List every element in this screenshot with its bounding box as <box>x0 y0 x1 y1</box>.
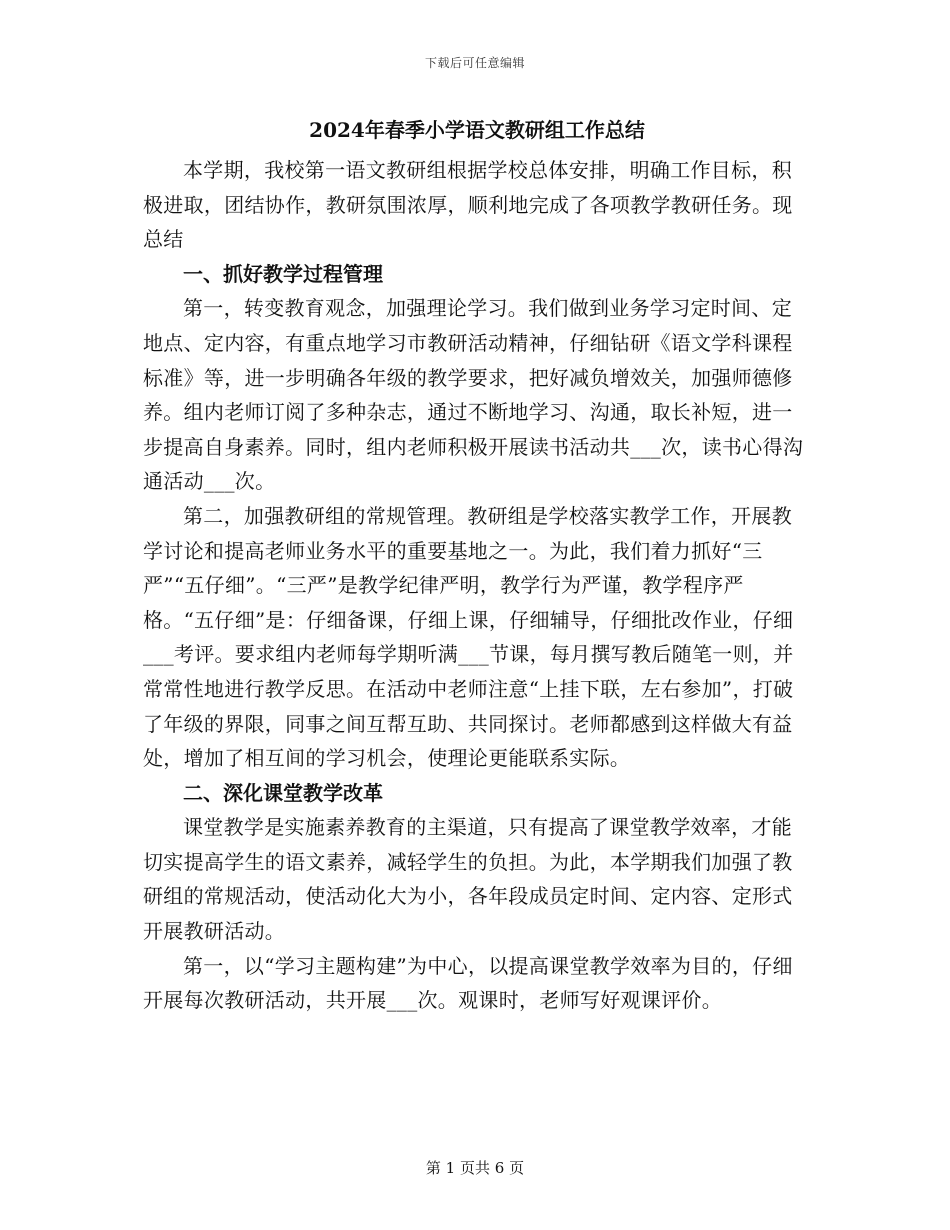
section2-paragraph-1: 课堂教学是实施素养教育的主渠道，只有提高了课堂教学效率，才能切实提高学生的语文素养，减轻学生的负担。为此，本学期我们加强了教研组的常规活动，使活动化大为小，各年段成员定时间、定内容、定形式开展教研活动。 <box>143 815 793 944</box>
section1-paragraph-1: 第一，转变教育观念，加强理论学习。我们做到业务学习定时间、定地点、定内容，有重点地学习市教研活动精神，仔细钻研《语文学科课程标准》等，进一步明确各年级的教学要求，把好减负增效关，加强师德修养。组内老师订阅了多种杂志，通过不断地学习、沟通，取长补短，进一步提高自身素养。同时，组内老师积极开展读书活动共___次，读书心得沟通活动___次。 <box>143 296 804 494</box>
page-number-footer: 第 1 页共 6 页 <box>425 1159 525 1177</box>
document-title: 2024年春季小学语文教研组工作总结 <box>309 118 645 142</box>
document-body <box>143 113 811 1018</box>
section-heading-2: 二、深化课堂教学改革 <box>183 780 383 805</box>
section1-paragraph-2: 第二，加强教研组的常规管理。教研组是学校落实教学工作，开展教学讨论和提高老师业务水平的重要基地之一。为此，我们着力抓好“三严”“五仔细”。“三严”是教学纪律严明，教学行为严谨，教学程序严格。“五仔细”是：仔细备课，仔细上课，仔细辅导，仔细批改作业，仔细___考评。要求组内老师每学期听满___节课，每月撰写教后随笔一则，并常常性地进行教学反思。在活动中老师注意“上挂下联，左右参加”，打破了年级的界限，同事之间互帮互助、共同探讨。老师都感到这样做大有益处，增加了相互间的学习机会，使理论更能联系实际。 <box>143 503 794 771</box>
section-heading-1: 一、抓好教学过程管理 <box>183 261 383 286</box>
intro-paragraph: 本学期，我校第一语文教研组根据学校总体安排，明确工作目标，积极进取，团结协作，教研氛围浓厚，顺利地完成了各项教学教研任务。现总结 <box>143 158 793 252</box>
page-header-note: 下载后可任意编辑 <box>424 56 525 70</box>
section2-paragraph-2: 第一，以“学习主题构建”为中心，以提高课堂教学效率为目的，仔细开展每次教研活动，共开展___次。观课时，老师写好观课评价。 <box>143 953 793 1013</box>
